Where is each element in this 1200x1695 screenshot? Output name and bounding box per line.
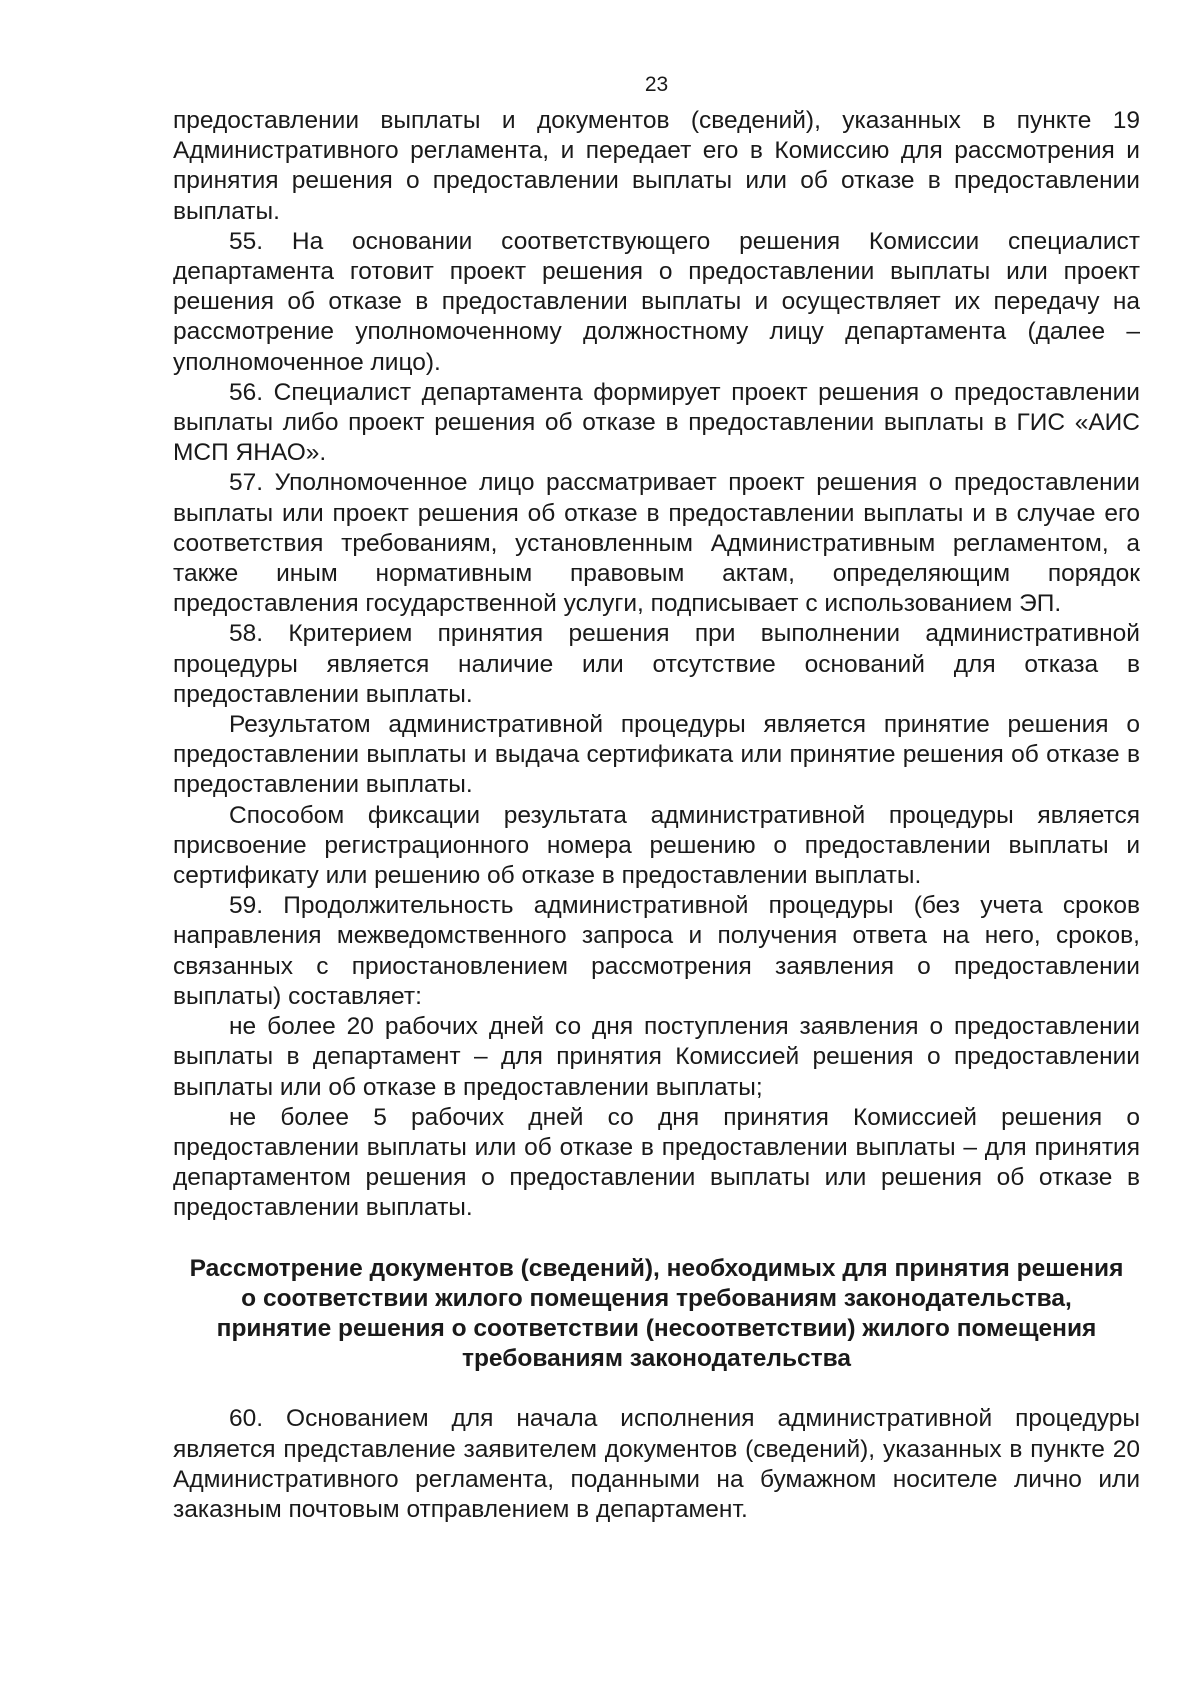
paragraph: 55. На основании соответствующего решения Комиссии специалист департамента готовит проект решения о предоставлении выплаты или проект решения об отказе в предоставлении выплаты и осуществляет их передачу на рассмотрение уполномоченному должностному лицу департамента (далее – уполномоченное лицо).: [173, 227, 1140, 376]
paragraph: Результатом административной процедуры является принятие решения о предоставлении выплаты и выдача сертификата или принятие решения об отказе в предоставлении выплаты.: [173, 711, 1140, 799]
paragraph: Способом фиксации результата административной процедуры является присвоение регистрационного номера решению о предоставлении выплаты и сертификату или решению об отказе в предоставлении выплаты.: [173, 801, 1140, 890]
paragraph: 56. Специалист департамента формирует проект решения о предоставлении выплаты либо проект решения об отказе в предоставлении выплаты в ГИС «АИС МСП ЯНАО».: [173, 378, 1140, 467]
body-text-bottom: [173, 1404, 1140, 1525]
paragraph: не более 5 рабочих дней со дня принятия Комиссией решения о предоставлении выплаты или об отказе в предоставлении выплаты – для принятия департаментом решения о предоставлении выплаты или решения об отказе в предоставлении выплаты.: [173, 1103, 1140, 1222]
paragraph: 58. Критерием принятия решения при выполнении административной процедуры является наличие или отсутствие оснований для отказа в предоставлении выплаты.: [173, 620, 1140, 708]
body-text-top: [173, 106, 1140, 1224]
paragraph: 57. Уполномоченное лицо рассматривает проект решения о предоставлении выплаты или проект решения об отказе в предоставлении выплаты и в случае его соответствия требованиям, установленным Административным регламентом, а также иным нормативным правовым актам, определяющим порядок предоставления государственной услуги, подписывает с использованием ЭП.: [173, 469, 1140, 618]
paragraph: 60. Основанием для начала исполнения административной процедуры является представление заявителем документов (сведений), указанных в пункте 20 Административного регламента, поданными на бумажном носителе лично или заказным почтовым отправлением в департамент.: [173, 1405, 1140, 1523]
paragraph: 59. Продолжительность административной процедуры (без учета сроков направления межведомственного запроса и получения ответа на него, сроков, связанных с приостановлением рассмотрения заявления о предоставлении выплаты) составляет:: [173, 892, 1140, 1010]
section-heading: Рассмотрение документов (сведений), необходимых для принятия решения о соответствии жилого помещения требованиям законодательства, принятие решения о соответствии (несоответствии) жилого помещения требованиям законодательства: [189, 1254, 1124, 1373]
paragraph: предоставлении выплаты и документов (сведений), указанных в пункте 19 Административного регламента, и передает его в Комиссию для рассмотрения и принятия решения о предоставлении выплаты или об отказе в предоставлении выплаты.: [173, 107, 1140, 225]
document-page: [173, 70, 1140, 1525]
page-number: 23: [644, 73, 669, 96]
paragraph: не более 20 рабочих дней со дня поступления заявления о предоставлении выплаты в департамент – для принятия Комиссией решения о предоставлении выплаты или об отказе в предоставлении выплаты;: [173, 1013, 1140, 1101]
